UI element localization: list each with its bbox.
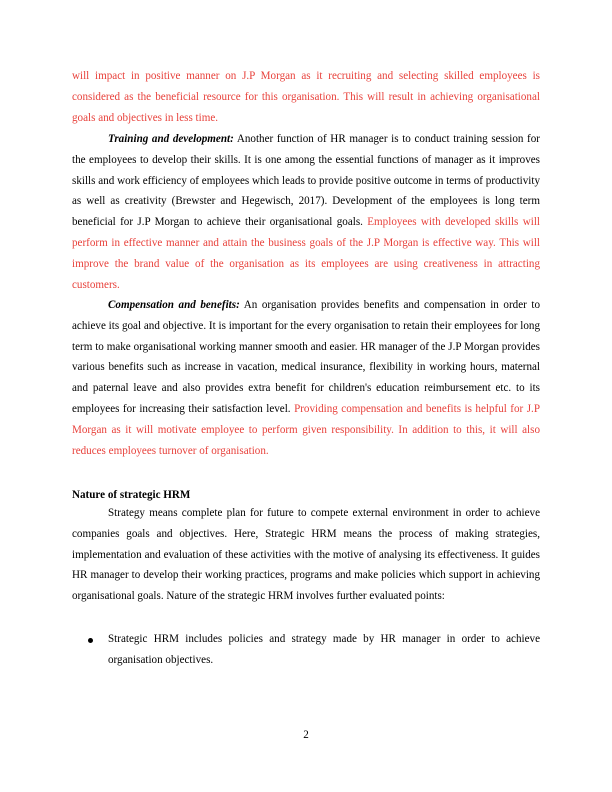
body-text: An organisation provides benefits and compensation in order to achieve its goal and objective. It is important for the every organisation to retain their employees for long term to make organisational working manner smooth and easier. HR manager of the J.P Morgan provides various benefits such as increase in vacation, medical insurance, flexibility in working hours, maternal and paternal leave and also provides extra benefit for children's education reimbursement etc. to its employees for increasing their satisfaction level.	[72, 299, 540, 415]
highlighted-text: Providing compensation and benefits is helpful for J.P Morgan as it will motivate employee to perform given responsibility. In addition to this, it will also reduces employees turnover of organisation.	[72, 402, 540, 457]
highlighted-text: Employees with developed skills will perform in effective manner and attain the business goals of the J.P Morgan is effective way. This will improve the brand value of the organisation as its employees are using creativeness in attracting customers.	[72, 216, 540, 291]
bullet-icon	[88, 638, 93, 643]
training-development-label: Training and development:	[108, 133, 234, 145]
paragraph-recruitment-outcome	[72, 66, 540, 128]
section-heading: Nature of strategic HRM	[72, 489, 191, 501]
bullet-text: Strategic HRM includes policies and strategy made by HR manager in order to achieve organisation objectives.	[108, 633, 540, 666]
page-number: 2	[303, 729, 309, 741]
paragraph-training-development	[72, 129, 540, 295]
body-text: Strategy means complete plan for future to compete external environment in order to achieve companies goals and objectives. Here, Strategic HRM means the process of making strategies, implementation and evaluation of these activities with the motive of analysing its effectiveness. It guides HR manager to develop their working practices, programs and make policies which support in achieving organisational goals. Nature of the strategic HRM involves further evaluated points:	[72, 507, 540, 603]
body-text: Another function of HR manager is to conduct training session for the employees to develop their skills. It is one among the essential functions of manager as it improves skills and work efficiency of employees which leads to provide positive outcome in terms of productivity as well as creativity (Brewster and Hegewisch, 2017). Development of the employees is long term beneficial for J.P Morgan to achieve their organisational goals.	[72, 133, 540, 229]
paragraph-compensation-benefits	[72, 295, 540, 461]
compensation-benefits-label: Compensation and benefits:	[108, 299, 240, 311]
paragraph-strategic-hrm	[72, 503, 540, 607]
highlighted-text: will impact in positive manner on J.P Morgan as it recruiting and selecting skilled employees is considered as the beneficial resource for this organisation. This will result in achieving organisational goals and objectives in less time.	[72, 70, 540, 124]
